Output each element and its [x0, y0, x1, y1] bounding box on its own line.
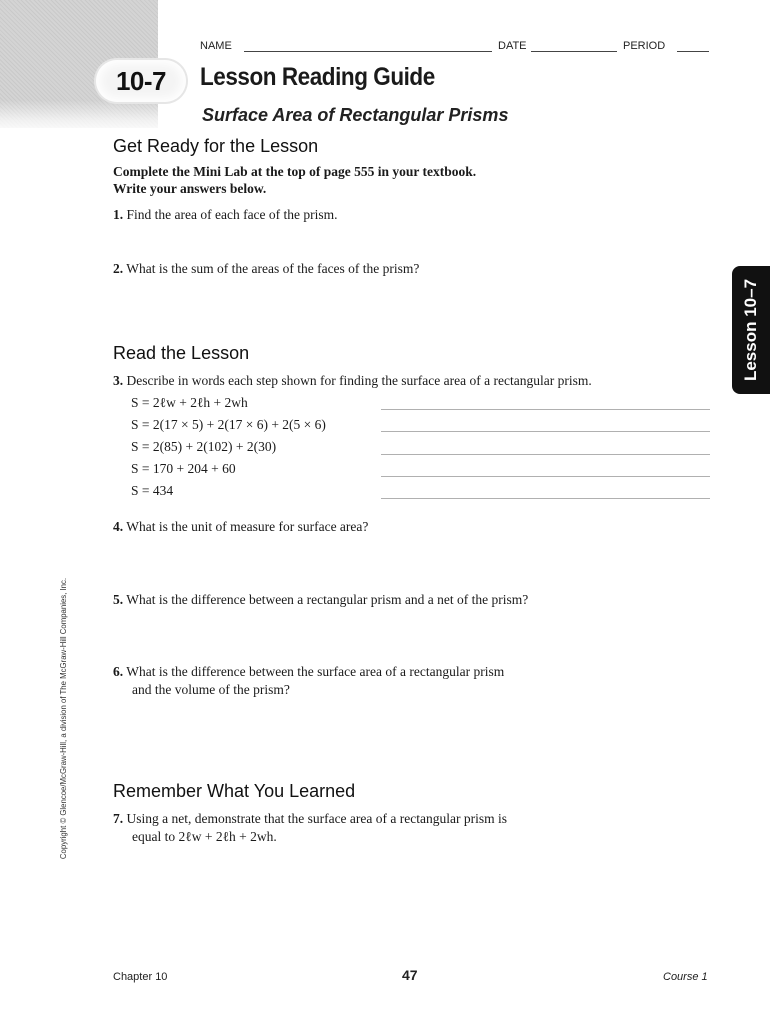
footer-course: Course 1: [663, 971, 708, 983]
question-number: 2.: [113, 261, 124, 276]
corner-fade: [0, 100, 190, 134]
question-text: What is the unit of measure for surface area?: [126, 519, 369, 534]
answer-line[interactable]: [381, 431, 710, 432]
question-5: [113, 592, 528, 608]
question-text: What is the difference between the surface area of a rectangular prism: [126, 664, 505, 679]
question-number: 7.: [113, 811, 124, 826]
question-text: Using a net, demonstrate that the surface area of a rectangular prism is: [126, 811, 507, 826]
section-heading-read-lesson: Read the Lesson: [113, 343, 250, 363]
answer-line[interactable]: [381, 454, 710, 455]
instruction-line-1: Complete the Mini Lab at the top of page 555 in your textbook.: [113, 164, 477, 179]
answer-line[interactable]: [381, 498, 710, 499]
page-subtitle: Surface Area of Rectangular Prisms: [202, 105, 509, 125]
equation-5: S = 434: [131, 483, 174, 498]
name-label: NAME: [200, 40, 232, 52]
equation-2: S = 2(17 × 5) + 2(17 × 6) + 2(5 × 6): [131, 417, 326, 432]
date-label: DATE: [498, 40, 527, 52]
question-1: [113, 207, 338, 223]
question-6-line-2: and the volume of the prism?: [132, 682, 290, 697]
page-number: 47: [402, 967, 418, 983]
question-7-line-2: equal to 2ℓw + 2ℓh + 2wh.: [132, 829, 277, 844]
equation-4: S = 170 + 204 + 60: [131, 461, 236, 476]
answer-line[interactable]: [381, 409, 710, 410]
question-7: [113, 811, 507, 827]
footer-chapter: Chapter 10: [113, 971, 168, 983]
question-number: 3.: [113, 373, 124, 388]
answer-line[interactable]: [381, 476, 710, 477]
period-label: PERIOD: [623, 40, 666, 52]
instruction-line-2: Write your answers below.: [113, 181, 267, 196]
name-field[interactable]: [244, 51, 492, 52]
lesson-side-tab-text: Lesson 10–7: [741, 278, 760, 382]
question-3: [113, 373, 592, 389]
question-text: What is the difference between a rectangular prism and a net of the prism?: [126, 592, 529, 607]
question-number: 1.: [113, 207, 124, 222]
equation-1: S = 2ℓw + 2ℓh + 2wh: [131, 395, 248, 410]
question-2: [113, 261, 419, 277]
page-title: Lesson Reading Guide: [200, 63, 435, 91]
copyright-text: Copyright © Glencoe/McGraw-Hill, a division of The McGraw-Hill Companies, Inc.: [59, 577, 69, 859]
lesson-side-tab-label: [732, 266, 770, 394]
question-text: What is the sum of the areas of the faces of the prism?: [126, 261, 420, 276]
section-heading-get-ready: Get Ready for the Lesson: [113, 136, 319, 156]
lesson-badge-text: 10-7: [115, 65, 167, 96]
section-heading-remember: Remember What You Learned: [113, 781, 356, 801]
question-text: Describe in words each step shown for finding the surface area of a rectangular prism.: [126, 373, 592, 388]
period-field[interactable]: [677, 51, 709, 52]
copyright: [54, 563, 74, 873]
question-number: 6.: [113, 664, 124, 679]
question-text: Find the area of each face of the prism.: [126, 207, 338, 222]
question-4: [113, 519, 368, 535]
question-number: 5.: [113, 592, 124, 607]
question-number: 4.: [113, 519, 124, 534]
question-6: [113, 664, 504, 680]
lesson-badge: [96, 60, 186, 102]
equation-3: S = 2(85) + 2(102) + 2(30): [131, 439, 277, 454]
date-field[interactable]: [531, 51, 617, 52]
